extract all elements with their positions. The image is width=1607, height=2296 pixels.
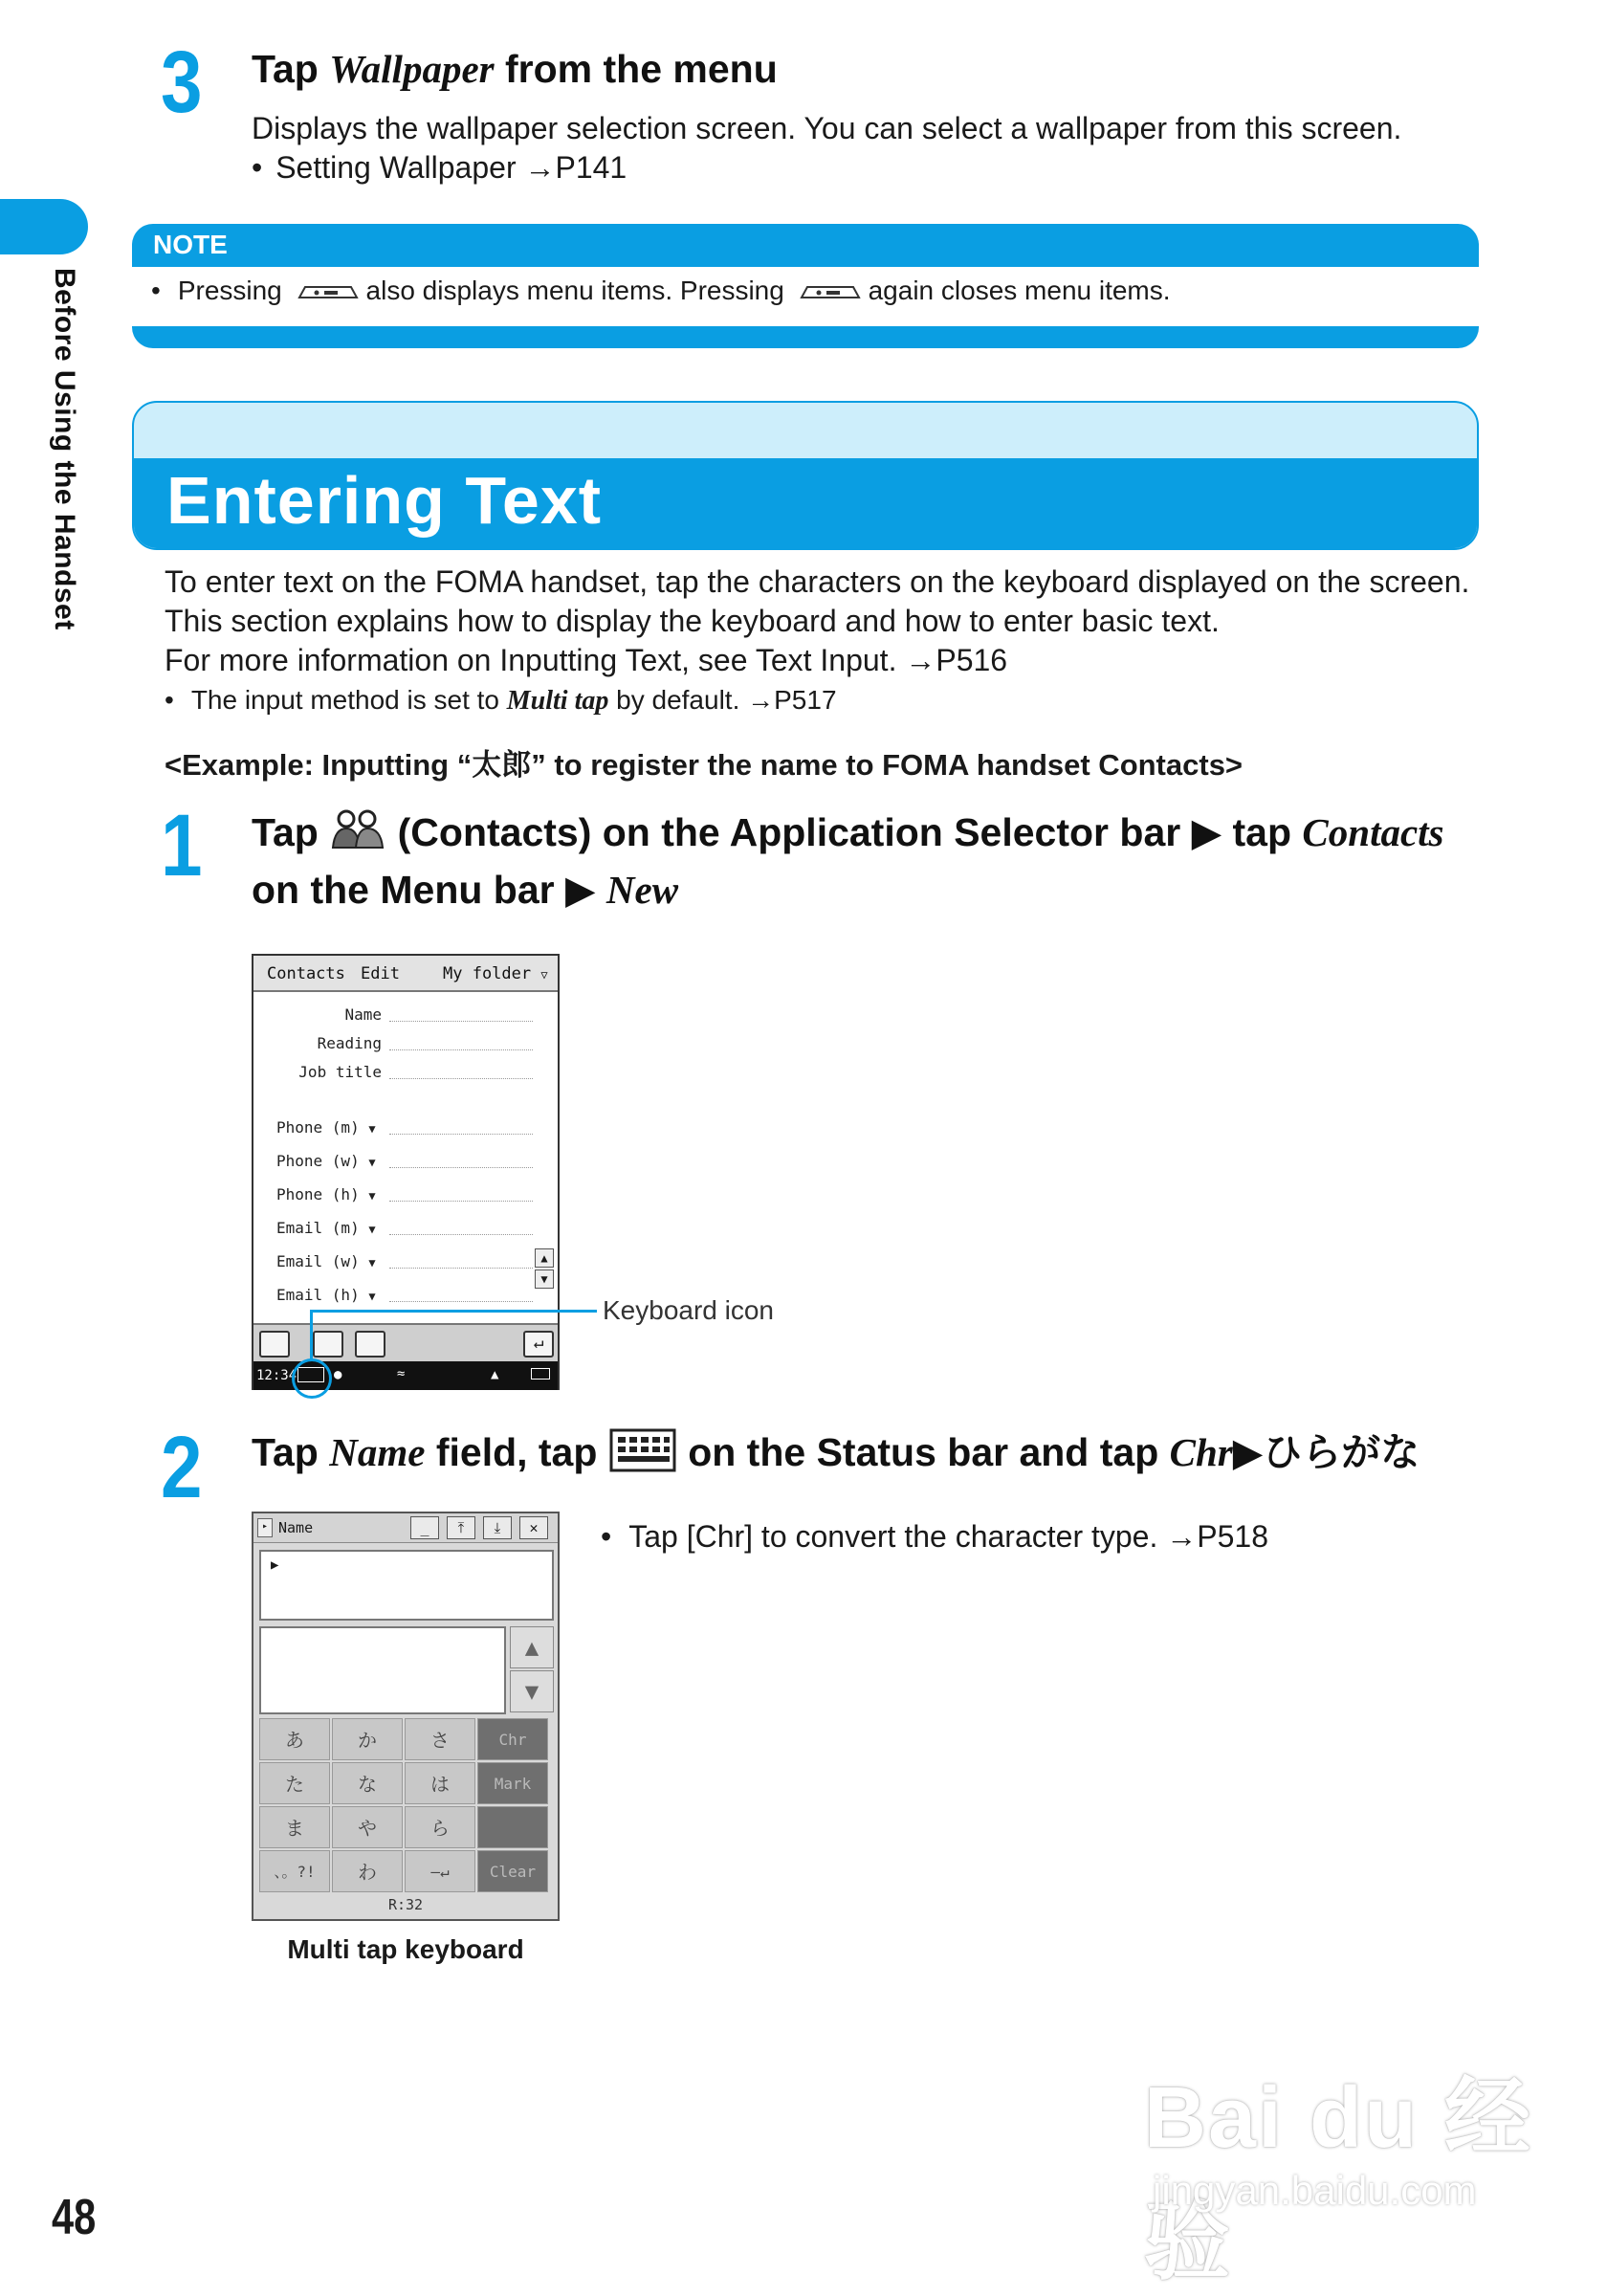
- email-h-field[interactable]: [389, 1301, 533, 1302]
- scroll-down-button[interactable]: ▼: [535, 1269, 554, 1289]
- contacts-new-screen: [252, 954, 560, 1390]
- step3-description: Displays the wallpaper selection screen. You can select a wallpaper from this screen.: [252, 111, 1402, 145]
- step3-bullet: • Setting Wallpaper →P141: [252, 150, 627, 185]
- section-banner: [132, 401, 1479, 550]
- step1-title: Tap (Contacts) on the Application Selector bar ▶ tap Contacts on the Menu bar ▶ New: [252, 804, 1486, 918]
- battery-icon: [531, 1368, 550, 1380]
- side-tab-label: Before Using the Handset: [49, 268, 80, 630]
- screen1-menu-bar: [253, 956, 558, 992]
- phone-w-field[interactable]: [389, 1167, 533, 1168]
- contacts-icon: [329, 807, 386, 851]
- candidate-area[interactable]: [259, 1626, 506, 1714]
- field-label-reading: Reading: [317, 1034, 382, 1052]
- key-blank[interactable]: [477, 1806, 548, 1848]
- keyboard-icon-callout: Keyboard icon: [603, 1295, 775, 1325]
- remaining-count: R:32: [387, 1896, 424, 1913]
- card-icon[interactable]: [259, 1331, 290, 1358]
- phone-h-label[interactable]: Phone (h) ▼: [276, 1185, 376, 1203]
- section-intro-2: This section explains how to display the keyboard and how to enter basic text.: [165, 604, 1220, 638]
- back-icon[interactable]: ↵: [523, 1331, 554, 1358]
- field-label-job-title: Job title: [298, 1063, 382, 1081]
- close-button[interactable]: ✕: [519, 1516, 548, 1539]
- menu-key-icon: [296, 284, 361, 301]
- field-label-name: Name: [344, 1005, 382, 1024]
- arrow-icon: ▶: [1232, 1430, 1264, 1474]
- menu-key-icon: [798, 284, 863, 301]
- email-w-label[interactable]: Email (w) ▼: [276, 1252, 376, 1270]
- page-number: 48: [52, 2190, 97, 2245]
- arrow-icon: ▶: [565, 868, 606, 912]
- step2-title: Tap Name field, tap on the Status bar and tap Chr▶ひらがな: [252, 1424, 1420, 1481]
- screen2-title: Name: [278, 1519, 314, 1536]
- move-top-button[interactable]: ⤒: [447, 1516, 475, 1539]
- name-field[interactable]: [389, 1021, 533, 1022]
- key-ta[interactable]: た: [259, 1762, 330, 1804]
- signal-icon: ≈: [397, 1366, 406, 1381]
- menu-edit[interactable]: Edit: [361, 964, 400, 983]
- email-m-field[interactable]: [389, 1234, 533, 1235]
- section-intro-1: To enter text on the FOMA handset, tap the characters on the keyboard displayed on the screen.: [165, 564, 1470, 599]
- key-ma[interactable]: ま: [259, 1806, 330, 1848]
- watermark-url: jingyan.baidu.com: [1153, 2168, 1477, 2213]
- antenna-icon: ▲: [491, 1367, 499, 1382]
- candidate-up-button[interactable]: ▲: [510, 1626, 554, 1668]
- candidate-down-button[interactable]: ▼: [510, 1670, 554, 1712]
- key-ya[interactable]: や: [332, 1806, 403, 1848]
- section-bullet: • The input method is set to Multi tap by default. →P517: [165, 685, 837, 716]
- phone-h-field[interactable]: [389, 1201, 533, 1202]
- menu-my-folder[interactable]: My folder ▽: [443, 964, 548, 983]
- email-m-label[interactable]: Email (m) ▼: [276, 1219, 376, 1237]
- step3-title: Tap Wallpaper from the menu: [252, 47, 778, 91]
- watermark-logo: Bai du 经验: [1144, 2070, 1533, 2290]
- text-input-area[interactable]: [259, 1550, 554, 1621]
- lock-icon: ●: [334, 1367, 342, 1382]
- key-wa[interactable]: わ: [332, 1850, 403, 1892]
- step2-number: 2: [161, 1419, 203, 1516]
- step1-number: 1: [161, 797, 203, 894]
- section-intro-3: For more information on Inputting Text, see Text Input. →P516: [165, 643, 1008, 677]
- key-ka[interactable]: か: [332, 1718, 403, 1760]
- keyboard-icon-highlight: [292, 1358, 332, 1399]
- note-footer: [132, 326, 1479, 348]
- move-bottom-button[interactable]: ⤓: [483, 1516, 512, 1539]
- email-w-field[interactable]: [389, 1268, 533, 1269]
- note-box: [132, 224, 1479, 348]
- example-heading: <Example: Inputting “太郎” to register the name to FOMA handset Contacts>: [165, 748, 1244, 782]
- scroll-up-button[interactable]: ▲: [535, 1248, 554, 1268]
- menu-contacts[interactable]: Contacts: [267, 964, 345, 983]
- key-a[interactable]: あ: [259, 1718, 330, 1760]
- note-text: • Pressing also displays menu items. Pressing again closes menu items.: [151, 276, 1171, 305]
- minimize-button[interactable]: _: [410, 1516, 439, 1539]
- camera-icon[interactable]: [355, 1331, 385, 1358]
- step3-number: 3: [161, 33, 203, 131]
- callout-line-horizontal: [310, 1310, 597, 1313]
- multi-tap-keyboard-screen: [252, 1512, 560, 1921]
- key-clear[interactable]: Clear: [477, 1850, 548, 1892]
- step2-bullet: • Tap [Chr] to convert the character type. →P518: [601, 1519, 1268, 1554]
- email-h-label[interactable]: Email (h) ▼: [276, 1286, 376, 1304]
- phone-m-label[interactable]: Phone (m) ▼: [276, 1118, 376, 1137]
- reading-field[interactable]: [389, 1049, 533, 1050]
- page-icon[interactable]: [313, 1331, 343, 1358]
- status-time: 12:34: [256, 1368, 297, 1383]
- phone-w-label[interactable]: Phone (w) ▼: [276, 1152, 376, 1170]
- key-ha[interactable]: は: [405, 1762, 475, 1804]
- note-header: [132, 224, 1479, 267]
- note-label: NOTE: [153, 230, 228, 259]
- key-sa[interactable]: さ: [405, 1718, 475, 1760]
- key-punctuation[interactable]: 、。?!: [259, 1850, 330, 1892]
- side-tab: [0, 199, 88, 254]
- screen2-title-bar: [253, 1513, 558, 1543]
- cursor-icon: ▶: [271, 1557, 279, 1573]
- keyboard-icon: [608, 1427, 677, 1473]
- section-title: Entering Text: [166, 463, 603, 538]
- key-mark[interactable]: Mark: [477, 1762, 548, 1804]
- key-na[interactable]: な: [332, 1762, 403, 1804]
- key-chr[interactable]: Chr: [477, 1718, 548, 1760]
- job-title-field[interactable]: [389, 1078, 533, 1079]
- callout-line-vertical: [310, 1311, 313, 1360]
- key-ra[interactable]: ら: [405, 1806, 475, 1848]
- phone-m-field[interactable]: [389, 1134, 533, 1135]
- screen1-toolbar: [253, 1323, 558, 1363]
- key-space-enter[interactable]: —↵: [405, 1850, 475, 1892]
- keyboard-caption: Multi tap keyboard: [287, 1934, 524, 1964]
- arrow-icon: ▶: [1191, 810, 1222, 854]
- expand-icon[interactable]: ▸: [257, 1518, 273, 1537]
